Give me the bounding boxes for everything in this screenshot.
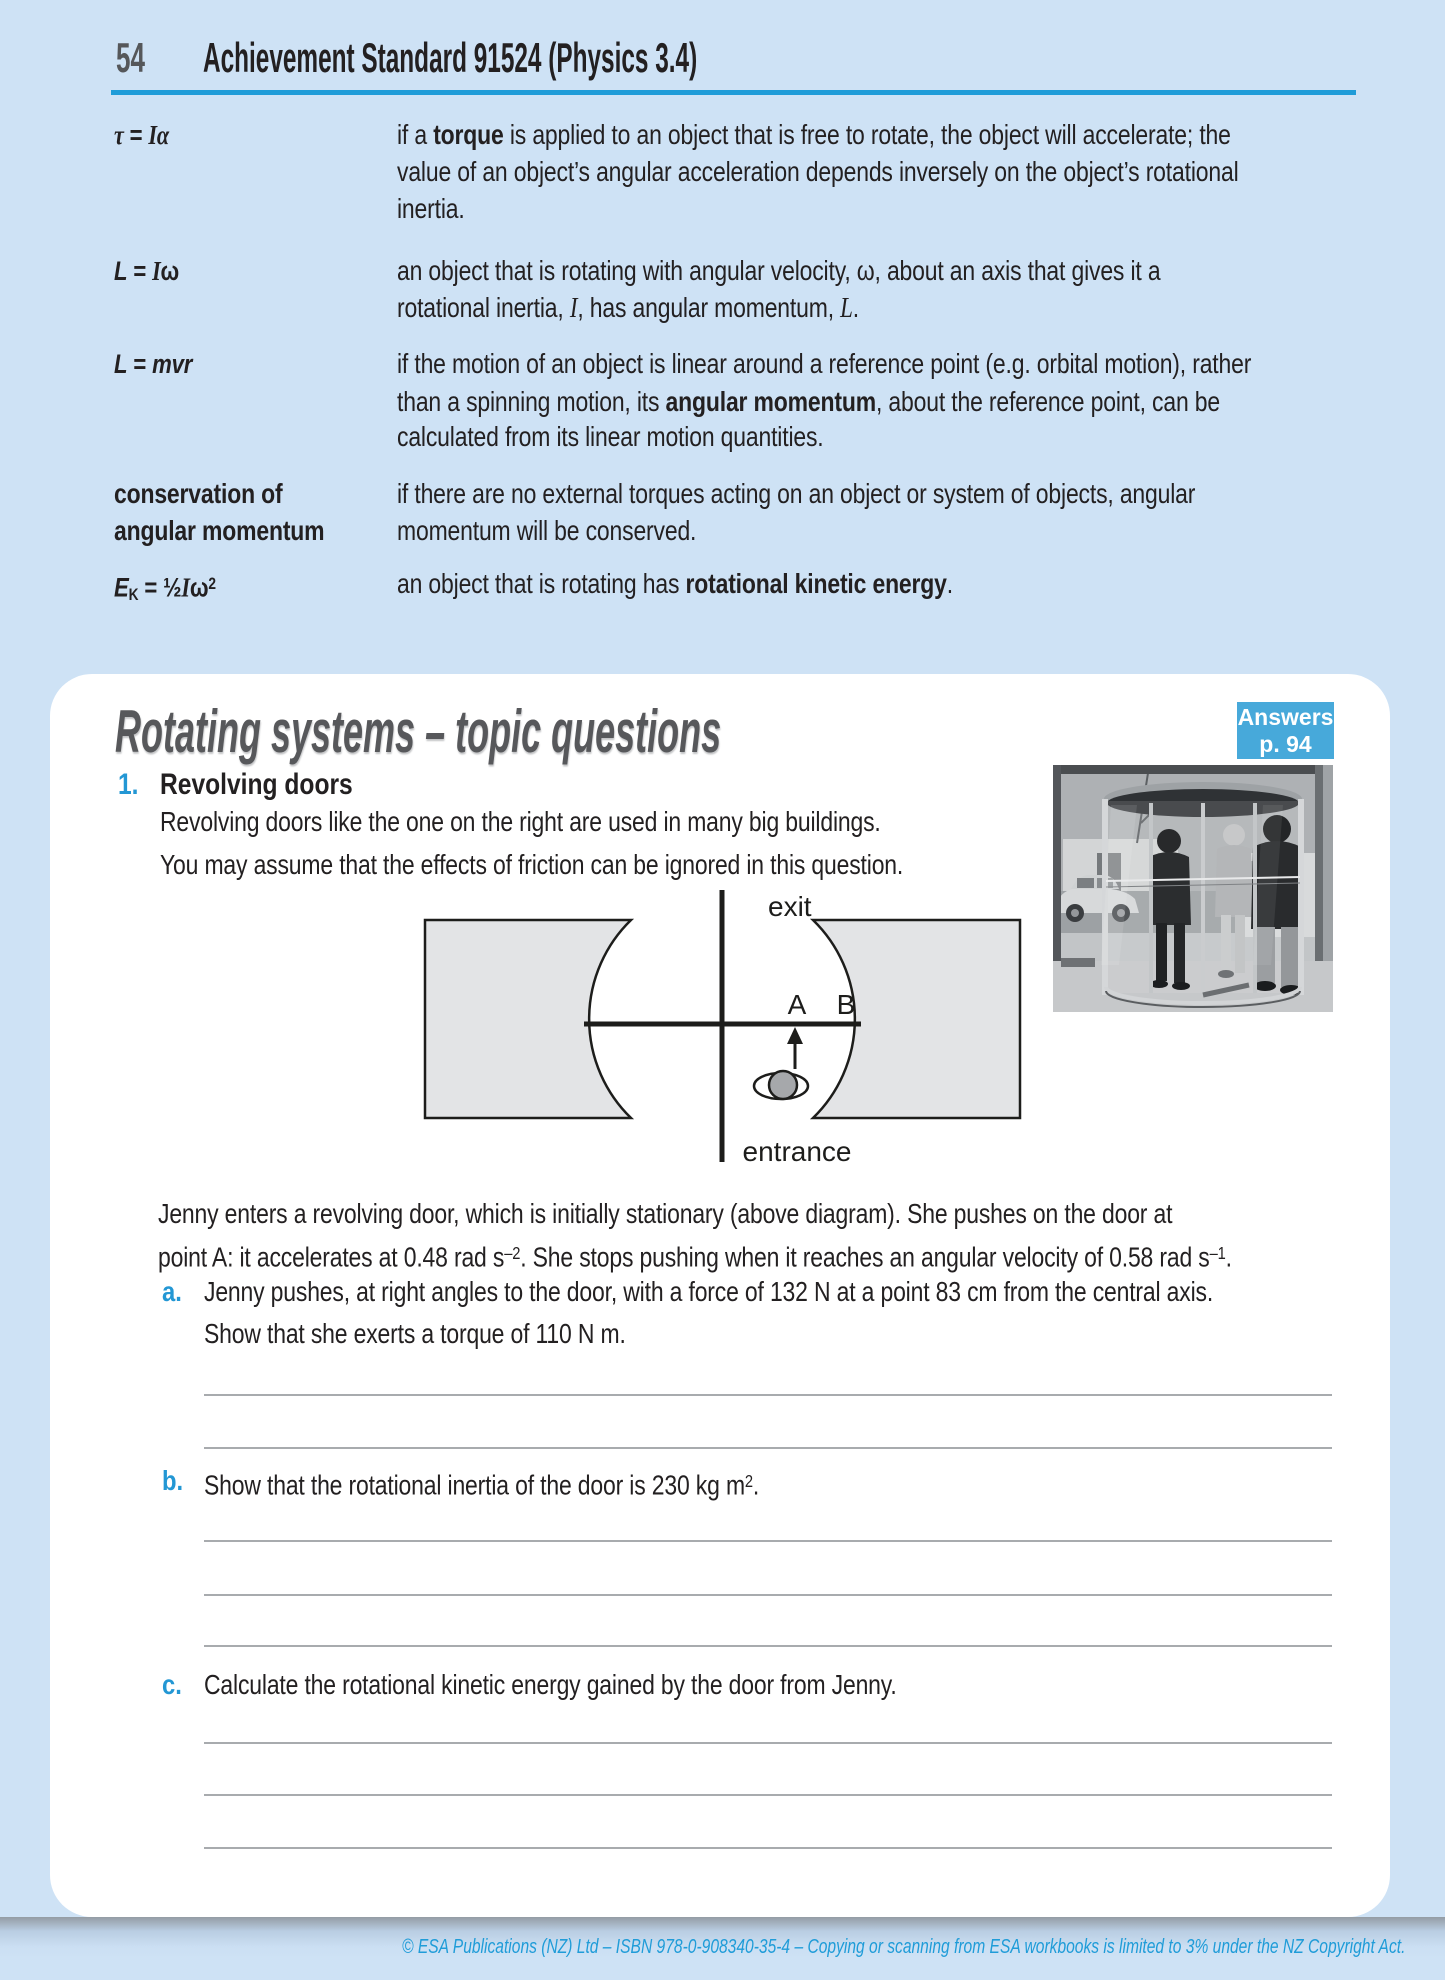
part-a-marker: a. — [162, 1276, 182, 1307]
part-b-marker: b. — [162, 1465, 184, 1496]
answer-line — [204, 1540, 1332, 1542]
answer-line — [204, 1394, 1332, 1396]
entrance-label: entrance — [742, 1136, 852, 1167]
definition-text: value of an object’s angular acceleration depends inversely on the object’s rotational — [397, 156, 1239, 187]
definition-text: rotational inertia, I, has angular momentum, L. — [397, 292, 859, 324]
label-conservation: conservation of — [114, 478, 283, 509]
photo-facade-left — [1053, 765, 1061, 961]
formula-linear-angular-momentum: L = mvr — [114, 349, 193, 379]
formula-rotational-kinetic-energy: EK = $\frac{1}{2}I\omega^2$ — [114, 572, 216, 605]
definition-text: inertia. — [397, 193, 465, 224]
definition-text: than a spinning motion, its angular momentum, about the reference point, can be — [397, 386, 1220, 417]
footer-text: © ESA Publications (NZ) Ltd – ISBN 978-0-908340-35-4 – Copying or scanning from ESA workbooks is limited to 3% under the NZ Copyright Act. — [402, 1936, 1406, 1958]
photo-plaque — [1061, 958, 1095, 967]
question-number: 1. — [118, 768, 139, 801]
question-body-line: point A: it accelerates at 0.48 rad $s^{-2}$. She stops pushing when it reaches an angular velocity of 0.58 rad $s^{-1}$. — [158, 1241, 1232, 1273]
side-wall-left — [425, 920, 631, 1118]
page-number: 54 — [116, 34, 145, 81]
part-a-text: Jenny pushes, at right angles to the door, with a force of 132 N at a point 83 cm from the central axis. — [204, 1276, 1214, 1307]
part-a-text: Show that she exerts a torque of 110 N m. — [204, 1318, 626, 1349]
answers-badge — [1237, 702, 1334, 759]
definition-text: momentum will be conserved. — [397, 515, 697, 546]
revolving-door-photo — [1053, 765, 1333, 1012]
push-arrow-head — [787, 1027, 803, 1044]
header-rule — [111, 90, 1356, 95]
intro-line: Revolving doors like the one on the right are used in many big buildings. — [160, 806, 881, 837]
question-body-line: Jenny enters a revolving door, which is initially stationary (above diagram). She pushes on the door at — [158, 1198, 1173, 1229]
exit-label: exit — [768, 891, 812, 922]
formula-torque: τ = Iα — [114, 120, 169, 150]
part-c-text: Calculate the rotational kinetic energy gained by the door from Jenny. — [204, 1669, 897, 1700]
definition-text: an object that is rotating has rotational kinetic energy. — [397, 568, 954, 599]
photo-door-post — [1149, 803, 1153, 993]
answer-line — [204, 1594, 1332, 1596]
definition-text: if a torque is applied to an object that is free to rotate, the object will accelerate; the — [397, 119, 1231, 150]
page-title: Achievement Standard 91524 (Physics 3.4) — [203, 34, 698, 81]
point-a-label: A — [787, 989, 807, 1020]
part-c-marker: c. — [162, 1669, 182, 1700]
person-head-icon — [769, 1071, 797, 1099]
definition-text: an object that is rotating with angular velocity, ω, about an axis that gives it a — [397, 255, 1161, 286]
definition-text: if the motion of an object is linear around a reference point (e.g. orbital motion), rather — [397, 348, 1252, 379]
answer-line — [204, 1742, 1332, 1744]
answer-line — [204, 1447, 1332, 1449]
definition-text: calculated from its linear motion quantities. — [397, 421, 824, 452]
photo-door-post — [1298, 799, 1304, 995]
answers-badge-line1: Answers — [1237, 704, 1334, 730]
answer-line — [204, 1794, 1332, 1796]
answers-badge-line2: p. 94 — [1259, 731, 1312, 757]
photo-door-post — [1201, 803, 1205, 993]
part-b-text: Show that the rotational inertia of the door is 230 kg $m^2$. — [204, 1469, 760, 1501]
question-heading: Revolving doors — [160, 768, 353, 801]
answer-line — [204, 1847, 1332, 1849]
formula-angular-momentum: L = Iω — [114, 256, 180, 286]
intro-line: You may assume that the effects of friction can be ignored in this question. — [160, 849, 904, 880]
point-b-label: B — [836, 989, 856, 1020]
definition-text: if there are no external torques acting on an object or system of objects, angular — [397, 478, 1196, 509]
revolving-door-diagram — [400, 878, 1050, 1178]
label-conservation: angular momentum — [114, 515, 325, 546]
answer-line — [204, 1645, 1332, 1647]
card-title: Rotating systems – topic questions — [115, 698, 722, 765]
photo-facade-top — [1053, 765, 1333, 774]
